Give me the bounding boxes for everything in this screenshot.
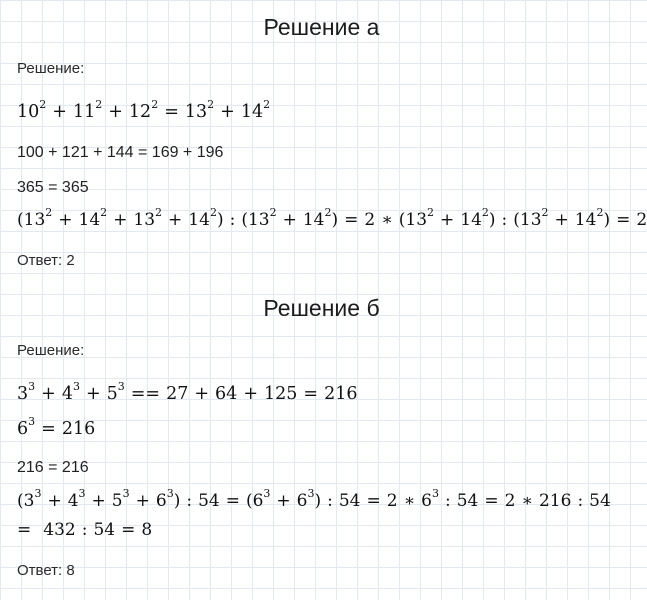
section-a-title: Решение а <box>263 14 380 40</box>
section-a-answer: Ответ: 2 <box>17 252 75 269</box>
section-b-equation-2: $6^3 = 216$ <box>17 415 96 439</box>
section-b-solution-label: Решение: <box>17 342 85 359</box>
section-b-result-line: 216 = 216 <box>17 459 89 476</box>
section-b-title: Решение б <box>263 295 380 321</box>
section-a-solution-label: Решение: <box>17 60 85 77</box>
section-b-equation-3: $(3^3 + 4^3 + 5^3 + 6^3)$ : $54 = (6^3 + 6^3)$ : 54 = 2 ∗ $6^3$ : 54 = 2 ∗ 216 : 54 <box>17 487 611 511</box>
section-a-result-line: 365 = 365 <box>17 179 89 196</box>
section-a-sum-line: 100 + 121 + 144 = 169 + 196 <box>17 144 224 161</box>
section-a-equation-2: $(13^2 + 14^2 + 13^2 + 14^2)$ : $(13^2 + 14^2) = 2$ ∗ $(13^2 + 14^2)$ : $(13^2 + 14^2) = 2$ <box>17 206 647 230</box>
section-b-equation-1: $3^3 + 4^3 + 5^3 == 27 + 64 + 125 = 216$ <box>17 380 358 404</box>
section-a-equation-1: $10^2 + 11^2 + 12^2 = 13^2 + 14^2$ <box>17 98 271 122</box>
section-b-equation-4: = 432 : 54 = 8 <box>17 520 153 540</box>
section-b-answer: Ответ: 8 <box>17 562 75 579</box>
